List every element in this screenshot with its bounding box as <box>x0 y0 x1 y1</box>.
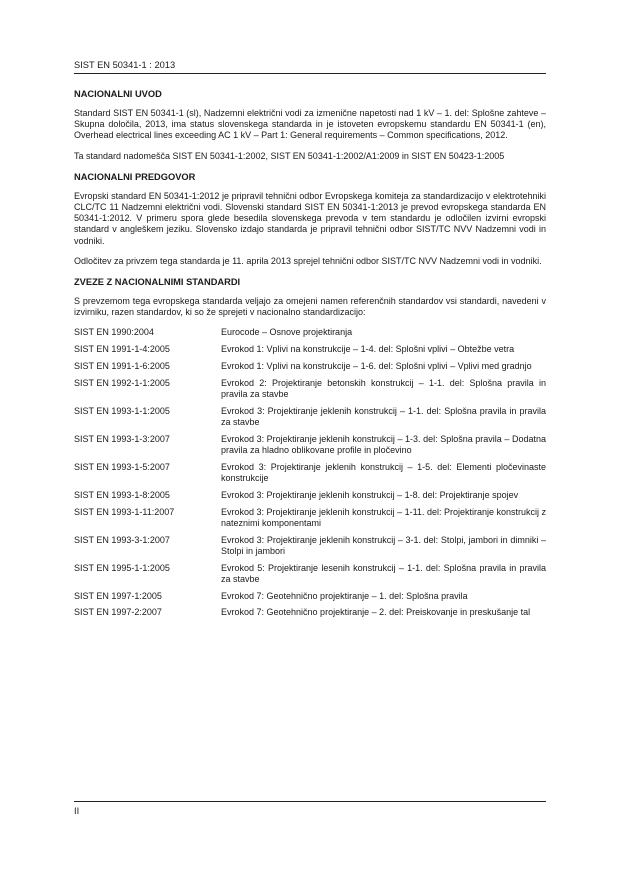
table-row <box>74 327 546 344</box>
table-row <box>74 607 546 624</box>
standard-title: Evrokod 7: Geotehnično projektiranje – 1. del: Splošna pravila <box>221 590 468 601</box>
table-row <box>74 490 546 507</box>
section-nacionalni-predgovor <box>74 171 546 267</box>
standard-title: Evrokod 1: Vplivi na konstrukcije – 1-6. del: Splošni vplivi – Vplivi med gradnjo <box>221 361 532 372</box>
table-row <box>74 361 546 378</box>
document-page <box>74 0 546 877</box>
standard-code: SIST EN 1997-1:2005 <box>74 590 162 601</box>
standard-code: SIST EN 1992-1-1:2005 <box>74 377 170 388</box>
standard-title: Evrokod 3: Projektiranje jeklenih konstrukcij – 1-11. del: Projektiranje konstrukcij z nateznimi komponentami <box>221 506 546 528</box>
paragraph: Ta standard nadomešča SIST EN 50341-1:2002, SIST EN 50341-1:2002/A1:2009 in SIST EN 50423-1:2005 <box>74 150 505 161</box>
standards-table <box>74 327 546 624</box>
standard-title: Evrokod 3: Projektiranje jeklenih konstrukcij – 3-1. del: Stolpi, jambori in dimniki – Stolpi in jambori <box>221 534 546 556</box>
standard-code: SIST EN 1993-1-3:2007 <box>74 433 170 444</box>
table-row <box>74 507 546 535</box>
standard-title: Evrokod 7: Geotehnično projektiranje – 2. del: Preiskovanje in preskušanje tal <box>221 607 531 618</box>
standard-title: Evrokod 1: Vplivi na konstrukcije – 1-4. del: Splošni vplivi – Obtežbe vetra <box>221 344 515 355</box>
table-row <box>74 344 546 361</box>
standard-code: SIST EN 1997-2:2007 <box>74 607 162 618</box>
standard-title: Evrokod 5: Projektiranje lesenih konstrukcij – 1-1. del: Splošna pravila in pravila za stavbe <box>221 562 546 584</box>
page-number: II <box>74 806 80 816</box>
page-content <box>74 88 546 624</box>
paragraph: Standard SIST EN 50341-1 (sl), Nadzemni električni vodi za izmenične napetosti nad 1 kV – 1. del: Splošne zahteve – Skupna določila, 2013, ima status slovenskega standarda in je istoveten evropskemu standardu EN 50341-1 (en), Overhead electrical lines exceeding AC 1 kV – Part 1: General requirements – Common specifications, 2012. <box>74 108 546 141</box>
paragraph: Odločitev za privzem tega standarda je 11. aprila 2013 sprejel tehnični odbor SIST/TC NVV Nadzemni vodi in vodniki. <box>74 255 542 266</box>
standard-code: SIST EN 1993-1-11:2007 <box>74 506 175 517</box>
standard-code: SIST EN 1993-1-8:2005 <box>74 489 170 500</box>
standard-code: SIST EN 1991-1-6:2005 <box>74 361 170 372</box>
standard-title: Evrokod 2: Projektiranje betonskih konstrukcij – 1-1. del: Splošna pravila in pravila za stavbe <box>221 377 546 400</box>
table-row <box>74 462 546 490</box>
standard-title: Evrokod 3: Projektiranje jeklenih konstrukcij – 1-3. del: Splošna pravila – Dodatna pravila za hladno oblikovane profile in pločevino <box>221 433 546 456</box>
standard-code: SIST EN 1991-1-4:2005 <box>74 344 170 355</box>
standard-title: Evrokod 3: Projektiranje jeklenih konstrukcij – 1-1. del: Splošna pravila in pravila za stavbe <box>221 405 546 428</box>
standard-code: SIST EN 1990:2004 <box>74 327 154 338</box>
document-id-header: SIST EN 50341-1 : 2013 <box>74 60 176 70</box>
section-heading: ZVEZE Z NACIONALNIMI STANDARDI <box>74 277 241 288</box>
standard-code: SIST EN 1995-1-1:2005 <box>74 562 170 573</box>
table-row <box>74 535 546 563</box>
table-row <box>74 434 546 462</box>
paragraph: S prevzemom tega evropskega standarda veljajo za omejeni namen referenčnih standardov vsi standardi, navedeni v izvirniku, razen standardov, ki so že sprejeti v nacionalno standardizacijo: <box>74 296 546 318</box>
table-row <box>74 591 546 608</box>
section-nacionalni-uvod <box>74 88 546 162</box>
section-zveze-z-nacionalnimi-standardi <box>74 276 546 624</box>
section-heading: NACIONALNI UVOD <box>74 89 162 99</box>
standard-title: Evrokod 3: Projektiranje jeklenih konstrukcij – 1-5. del: Elementi pločevinaste konstrukcije <box>221 461 546 484</box>
standard-title: Evrokod 3: Projektiranje jeklenih konstrukcij – 1-8. del: Projektiranje spojev <box>221 489 519 500</box>
standard-title: Eurocode – Osnove projektiranja <box>221 327 353 338</box>
section-heading: NACIONALNI PREDGOVOR <box>74 171 196 182</box>
standard-code: SIST EN 1993-3-1:2007 <box>74 534 170 545</box>
header-divider <box>74 73 546 74</box>
standard-code: SIST EN 1993-1-1:2005 <box>74 405 170 416</box>
table-row <box>74 406 546 434</box>
paragraph: Evropski standard EN 50341-1:2012 je pripravil tehnični odbor Evropskega komiteja za standardizacijo v elektrotehniki CLC/TC 11 Nadzemni električni vodi. Slovenski standard SIST EN 50341-1:2013 je prevod evropskega standarda EN 50341-1:2012. V primeru spora glede besedila slovenskega prevoda v tem standardu je odločilen izvirni evropski standard v angleškem jeziku. Slovensko izdajo standarda je pripravil tehnični odbor SIST/TC NVV Nadzemni vodi in vodniki. <box>74 190 546 246</box>
footer-divider <box>74 801 546 802</box>
table-row <box>74 563 546 591</box>
standard-code: SIST EN 1993-1-5:2007 <box>74 461 170 472</box>
table-row <box>74 378 546 406</box>
